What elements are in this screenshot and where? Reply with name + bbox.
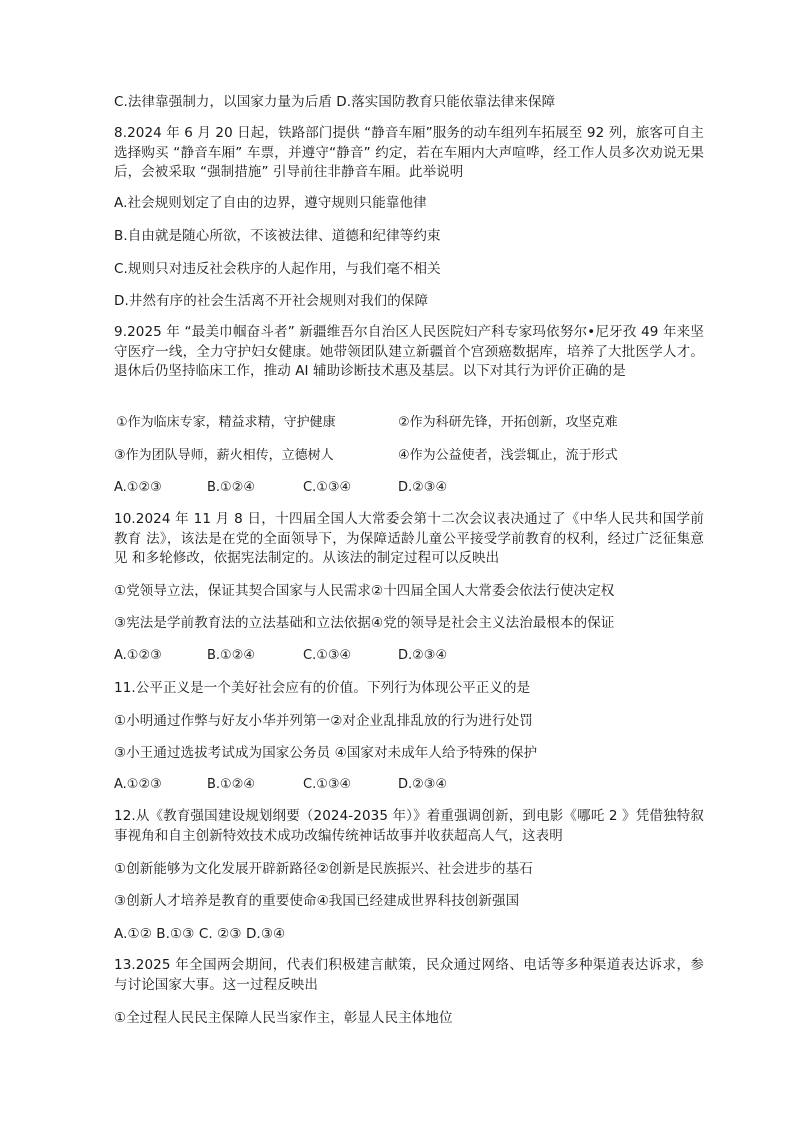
question-9-statement-3: ③作为团队导师，薪火相传，立德树人: [114, 448, 334, 463]
question-11-stem: 11.公平正义是一个美好社会应有的价值。下列行为体现公平正义的是: [114, 680, 531, 696]
question-11-choice-a: A.①②③: [114, 777, 162, 792]
question-11-choice-d: D.②③④: [398, 777, 448, 792]
question-10-stem: 10.2024 年 11 月 8 日，十四届全国人大常委会第十二次会议表决通过了《中华人民共和国学前教育 法》，该法是在党的全面领导下，为保障适龄儿童公平接受学前教育的权利，经过广泛征集意见 和多轮修改，依据宪法制定的。从该法的制定过程可以反映出: [114, 511, 704, 566]
question-12-stem: 12.从《教育强国建设规划纲要（2024-2035 年）》着重强调创新，到电影《哪吒 2 》凭借独特叙事视角和自主创新特效技术成功改编传统神话故事并收获超高人气，这表明: [114, 808, 704, 844]
question-11-choice-b: B.①②④: [207, 777, 256, 792]
question-8-stem: 8.2024 年 6 月 20 日起，铁路部门提供 “静音车厢”服务的动车组列车拓展至 92 列，旅客可自主选择购买 “静音车厢” 车票，并遵守“静音” 约定，若在车厢内大声喧哗，经工作人员多次劝说无果后，会被采取 “强制措施” 引导前往非静音车厢。此举说明: [114, 125, 704, 180]
question-8-option-a: A.社会规则划定了自由的边界，遵守规则只能靠他律: [114, 195, 427, 211]
question-12-statements-1-2: ①创新能够为文化发展开辟新路径②创新是民族振兴、社会进步的基石: [114, 861, 533, 877]
question-8-option-c: C.规则只对违反社会秩序的人起作用，与我们毫不相关: [114, 261, 441, 277]
question-9-statement-4: ④作为公益使者，浅尝辄止，流于形式: [398, 448, 618, 463]
question-9-statement-2: ②作为科研先锋，开拓创新，攻坚克难: [398, 415, 618, 430]
question-10-statements-3-4: ③宪法是学前教育法的立法基础和立法依据④党的领导是社会主义法治最根本的保证: [114, 615, 615, 631]
question-10-choice-d: D.②③④: [398, 648, 448, 663]
question-12-choices: A.①② B.①③ C. ②③ D.③④: [114, 926, 286, 942]
question-10-statements-1-2: ①党领导立法，保证其契合国家与人民需求②十四届全国人大常委会依法行使决定权: [114, 583, 615, 599]
question-8-option-b: B.自由就是随心所欲，不该被法律、道德和纪律等约束: [114, 228, 441, 244]
question-11-choice-c: C.①③④: [303, 777, 352, 792]
question-9-choice-c: C.①③④: [303, 480, 352, 495]
question-10-choice-b: B.①②④: [207, 648, 256, 663]
question-11-statements-1-2: ①小明通过作弊与好友小华并列第一②对企业乱排乱放的行为进行处罚: [114, 713, 533, 729]
question-13-statement-1: ①全过程人民民主保障人民当家作主，彰显人民主体地位: [114, 1010, 453, 1026]
question-12-statements-3-4: ③创新人才培养是教育的重要使命④我国已经建成世界科技创新强国: [114, 893, 520, 909]
question-11-statements-3-4: ③小王通过选拔考试成为国家公务员 ④国家对未成年人给予特殊的保护: [114, 745, 538, 761]
question-9-choice-a: A.①②③: [114, 480, 162, 495]
question-9-choice-b: B.①②④: [207, 480, 256, 495]
question-9-choice-d: D.②③④: [398, 480, 448, 495]
prev-question-options-cd: C.法律靠强制力，以国家力量为后盾 D.落实国防教育只能依靠法律来保障: [114, 94, 556, 110]
question-13-stem: 13.2025 年全国两会期间，代表们积极建言献策，民众通过网络、电话等多种渠道表达诉求，参与讨论国家大事。这一过程反映出: [114, 957, 704, 993]
question-10-choice-c: C.①③④: [303, 648, 352, 663]
question-9-statement-1: ①作为临床专家，精益求精，守护健康: [116, 415, 336, 430]
question-9-stem: 9.2025 年 “最美巾帼奋斗者” 新疆维吾尔自治区人民医院妇产科专家玛依努尔•尼牙孜 49 年来坚守医疗一线，全力守护妇女健康。她带领团队建立新疆首个宫颈癌数据库，培养了大批医学人才。退休后仍坚持临床工作，推动 AI 辅助诊断技术惠及基层。以下对其行为评价正确的是: [114, 324, 704, 379]
question-8-option-d: D.井然有序的社会生活离不开社会规则对我们的保障: [114, 293, 429, 309]
question-10-choice-a: A.①②③: [114, 648, 162, 663]
